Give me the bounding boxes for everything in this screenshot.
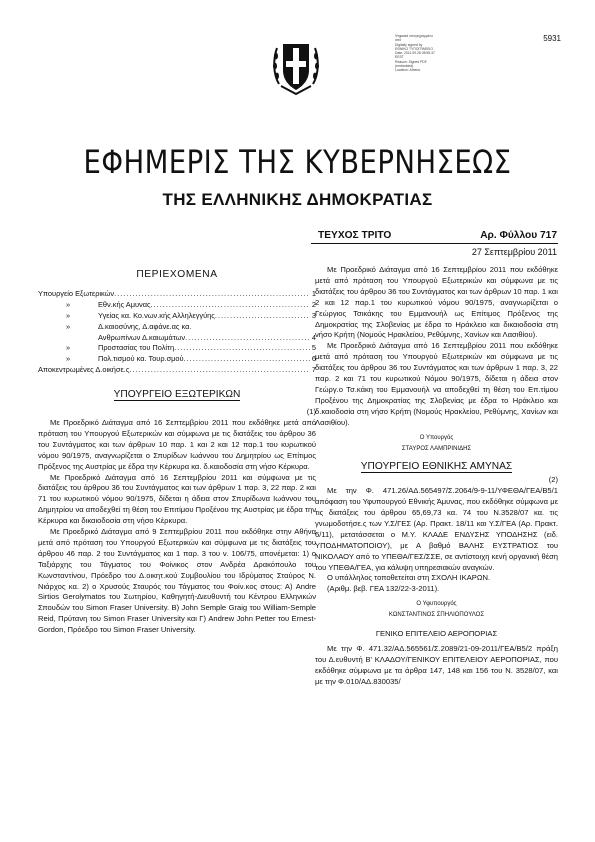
section-heading-text: ΥΠΟΥΡΓΕΙΟ ΕΘΝΙΚΗΣ ΑΜΥΝΑΣ <box>360 461 513 473</box>
toc-prefix: » <box>65 354 71 364</box>
toc-item[interactable] <box>38 354 316 365</box>
toc-page: 4 <box>311 332 316 342</box>
decision-paragraph: Με Προεδρικό Διάταγμα από 16 Σεπτεμβρίου 2011 και σύμφωνα με τις διατάξεις του άρθρου 36 του Συντάγματος και των άρθρων 1 παρ. 3, 22 παρ. 2 και 71 του κυρωτικού νόμου 90/1975, δίδεται η άδεια στον Σπυρίδωνα Ιωάννου του Δημητρίου να αποδεχθεί τη θέση του Επιτίμου Προξένου της Αυστρίας με έδρα την Κέρκυρα και δικαιοδοσία στη νήσο Κέρκυρα. <box>38 472 316 526</box>
sheet-number: Αρ. Φύλλου 717 <box>480 230 557 241</box>
toc-prefix: » <box>65 321 71 331</box>
greek-coat-of-arms-icon <box>271 34 321 96</box>
toc-prefix: » <box>65 310 71 320</box>
sig-line: EEST <box>395 55 404 60</box>
decision-paragraph: Με Προεδρικό Διάταγμα από 16 Σεπτεμβρίου 2011 που εκδόθηκε μετά από πρόταση του Υπουργού Εξωτερικών και σύμφωνα με τις διατάξεις του άρθρου 36 του Συντάγματος και των άρθρων 10 παρ. 1 και 2 και 12 παρ.1 του κυρωτικού νόμου 90/1975, αναγνωρίζεται ο Σπυρίδων Ιωάννου του Δημητρίου ως Επίτιμος Πρόξενος της Αυστρίας με έδρα την Κέρκυρα κα. δ.καιοδοσία στη νήσο Κέρκυρα. <box>38 417 316 471</box>
toc-page: 6 <box>311 354 316 364</box>
right-column <box>315 265 558 688</box>
toc-prefix: » <box>65 299 71 309</box>
gazette-subtitle: ΤΗΣ ΕΛΛΗΝΙΚΗΣ ΔΗΜΟΚΡΑΤΙΑΣ <box>162 190 433 209</box>
toc-item[interactable] <box>38 343 316 354</box>
toc-label: Ανθρωπίνων Δ.καιωμάτων <box>98 332 186 342</box>
page-number: 5931 <box>543 34 561 43</box>
toc-prefix: Υπουργείο <box>38 288 74 298</box>
digital-signature-stamp <box>395 34 487 73</box>
toc-page: 5 <box>311 343 316 353</box>
toc-label: Εξωτερικών <box>75 288 115 298</box>
decision-paragraph: Ο υπάλληλος τοποθετείται στη ΣΧΟΛΗ ΙΚΑΡΩΝ. <box>327 573 491 583</box>
header-divider <box>311 243 558 244</box>
sig-line: Date: 2011.09.28 08:55:37 <box>395 51 435 56</box>
decision-number: (2) <box>548 475 558 485</box>
sig-line: Digitally signed by <box>395 42 423 47</box>
sig-line: από <box>395 38 402 43</box>
section-heading <box>315 462 558 473</box>
toc-item-cont[interactable] <box>38 333 316 344</box>
toc-item[interactable] <box>38 300 316 311</box>
toc-page: 1 <box>311 288 316 298</box>
subsection-heading: ΓΕΝΙΚΟ ΕΠΙΤΕΛΕΙΟ ΑΕΡΟΠΟΡΙΑΣ <box>375 629 498 639</box>
decision-paragraph: Με Προεδρικό Διάταγμα από 16 Σεπτεμβρίου 2011 που εκδόθηκε μετά από πρόταση του Υπουργού Εξωτερικών και σύμφωνα με τις διατάξεις του άρθρου 36 του Συντάγματος και των άρθρων 1 παρ. 3, 22 παρ. 2 και 71 του κυρωτικού Νόμου 90/1975, δίδεται η άδεια στον Γεώργ.ο Τσ.κάκη του Εμμανουήλ να αποδεχθεί τη θέση του Επ.τίμου Προξένου της Δημοκρατίας της Σλοβενίας με έδρα το Ηράκλειο και δ.καιοδοσία στη νήσο Κρήτη (Νομούς Ηρακλείου, Ρεθύμνης, Χανίων και Λασιθίου). <box>315 341 558 427</box>
sig-line: Location: Athens <box>395 68 421 73</box>
section-heading <box>38 390 316 401</box>
toc-page: 3 <box>311 310 316 320</box>
issue-date: 27 Σεπτεμβρίου 2011 <box>471 247 557 257</box>
toc-item[interactable] <box>38 365 316 376</box>
signatory-name: ΚΩΝΣΤΑΝΤΙΝΟΣ ΣΠΗΛΙΟΠΟΥΛΟΣ <box>388 612 485 619</box>
sig-line: Ψηφιακά υπογεγραμμένο <box>395 34 434 38</box>
gazette-title: ΕΦΗΜΕΡΙΣ ΤΗΣ ΚΥΒΕΡΝΗΣΕΩΣ <box>83 143 512 181</box>
decision-paragraph: (Αριθμ. βεβ. ΓΕΑ 132/22-3-2011). <box>327 584 440 594</box>
toc-label: Πολ.τισμού κα. Τουρ.σμού <box>98 354 184 364</box>
toc-label: Εθν.κής Αμυνας <box>98 299 151 309</box>
issue-volume: ΤΕΥΧΟΣ ΤΡΙΤΟ <box>318 230 392 241</box>
toc-item[interactable] <box>38 289 316 300</box>
toc-page: 2 <box>311 299 316 309</box>
decision-paragraph: Με την Φ. 471.32/ΑΔ.565561/Σ.2089/21-09-2011/ΓΕΑ/Β5/2 πράξη του Δ.ευθυντή Β' ΚΛΑΔΟΥ/ΓΕΝΙΚΟΥ ΕΠΙΤΕΛΕΙΟΥ ΑΕΡΟΠΟΡΙΑΣ, που εκδόθηκε σύμφωνα με τα άρθρα 147, 148 και 156 του Ν. 3528/07, και με την Φ.010/ΑΔ.830035/ <box>315 644 558 686</box>
toc-label: Δ.καιοσύνης, Δ.αφάνε.ας κα. <box>98 321 192 331</box>
sig-line: ΕΘΝΙΚΟ ΤΥΠΟΓΡΑΦΕΙΟ <box>395 46 433 51</box>
toc-item[interactable] <box>38 311 316 322</box>
decision-number: (1) <box>306 407 316 417</box>
toc-page: 7 <box>311 365 316 375</box>
section-heading-text: ΥΠΟΥΡΓΕΙΟ ΕΞΩΤΕΡΙΚΩΝ <box>113 389 241 401</box>
toc-label: Προστασίας του Πολίτη <box>98 343 175 353</box>
left-column <box>38 270 316 636</box>
table-of-contents <box>38 289 316 376</box>
decision-paragraph: Με Προεδρικό Διάταγμα από 9 Σεπτεμβρίου 2011 που εκδόθηκε στην Αθήνα μετά από πρόταση του Υπουργού Εξωτερικών και σύμφωνα με τις διατάξεις του άρθρου 46 παρ. 2 του Συντάγματος και 1 παρ. 3 του ν. 106/75, απονέμεται: 1) ο Ταξιάρχης του Τάγματος του Φοίνικος στον Ανδρέα Δρακόπουλο του Κωνσταντίνου, Πρόεδρο του Δ.οικητ.κού Συμβουλίου του Ιδρύματος Σταύρος Ν. Νιάρχος κα. 2) ο Χρυσούς Σταυρός του Τάγματος του Φοίν.κος στους: Α) Andre Sirtios Gerolymatos του Σωτηρίου, Καθηγητή-Διευθυντή του Κέντρου Ελληνικών Σπουδών του Simon Fraser University. B) John Semple Graig του William-Semple Reid, Πρύτανη του Simon Fraser University και Γ) Andrew John Petter του Ernest-Gordon, Πρόεδρο του Simon Fraser University. <box>38 527 316 635</box>
toc-prefix: » <box>65 343 71 353</box>
toc-heading: ΠΕΡΙΕΧΟΜΕΝΑ <box>136 269 218 280</box>
signatory-name: ΣΤΑΥΡΟΣ ΛΑΜΠΡΙΝΙΔΗΣ <box>401 445 472 452</box>
sig-line: (embedded) <box>395 64 414 69</box>
toc-label: Αποκεντρωμένες Δ.οικήσε.ς <box>38 365 130 375</box>
signatory-role: Ο Υφυπουργός <box>416 601 457 608</box>
toc-item[interactable] <box>38 322 316 333</box>
sig-line: Reason: Signed PDF <box>395 59 427 64</box>
toc-label: Υγείας κα. Κο.νων.κής Αλληλεγγύης <box>98 310 215 320</box>
decision-paragraph: Με την Φ. 471.26/ΑΔ.565497/Σ.2064/9-9-11/ΥΦΕΘΑ/ΓΕΑ/Β5/1 απόφαση του Υφυπουργού Εθνικής Άμυνας, που εκδόθηκε σύμφωνα με τις διατάξεις του άρθρου 65,69,73 κα. 74 του Ν.3528/07 κα. τις γνωμοδοτήσε.ς των Υ.Σ/ΓΕΣ (Αρ. Πρακτ. 18/11 και Υ.Σ/ΓΕΑ (Αρ. Πρακτ. 6/11), μετατάσσεται ο Μ.Υ. ΚΛΑΔΕ ΕΝΔΥΣΗΣ ΥΠΟΔΗΣΗΣ (ειδ. ΥΠΟΔΗΜΑΤΟΠΟΙΟΥ), με Α βαθμό ΒΑΛΗΣ ΕΥΣΤΡΑΤΙΟΣ του ΝΙΚΟΛΑΟΥ από το ΥΠΕΘΑ/ΓΕΣ/ΣΣΕ, σε αντίστοιχη κενή οργανική θέση του ΥΠΕΘΑ/ΓΕΑ, για κάλυψη υπηρεσιακών αναγκών. <box>315 486 558 572</box>
signatory-role: Ο Υπουργός <box>419 434 454 441</box>
decision-paragraph: Με Προεδρικό Διάταγμα από 16 Σεπτεμβρίου 2011 που εκδόθηκε μετά από πρόταση του Υπουργού Εξωτερικών και σύμφωνα με τις διατάξεις του άρθρου 36 του Συντάγματος και των άρθρων 10 παρ. 1 και 2 και 12 παρ.1 του κυρωτικού νόμου 90/1975, αναγνωρίζεται ο Γεώργιος Τσικάκης του Εμμανουήλ ως Επίτιμος Πρόξενος της Δημοκρατίας της Σλοβενίας με έδρα το Ηράκλειο και δικαιοδοσία στη νήσο Κρήτη (Νομούς Ηρακλείου, Ρεθύμνης, Χανίων και Λασιθίου). <box>315 265 558 340</box>
